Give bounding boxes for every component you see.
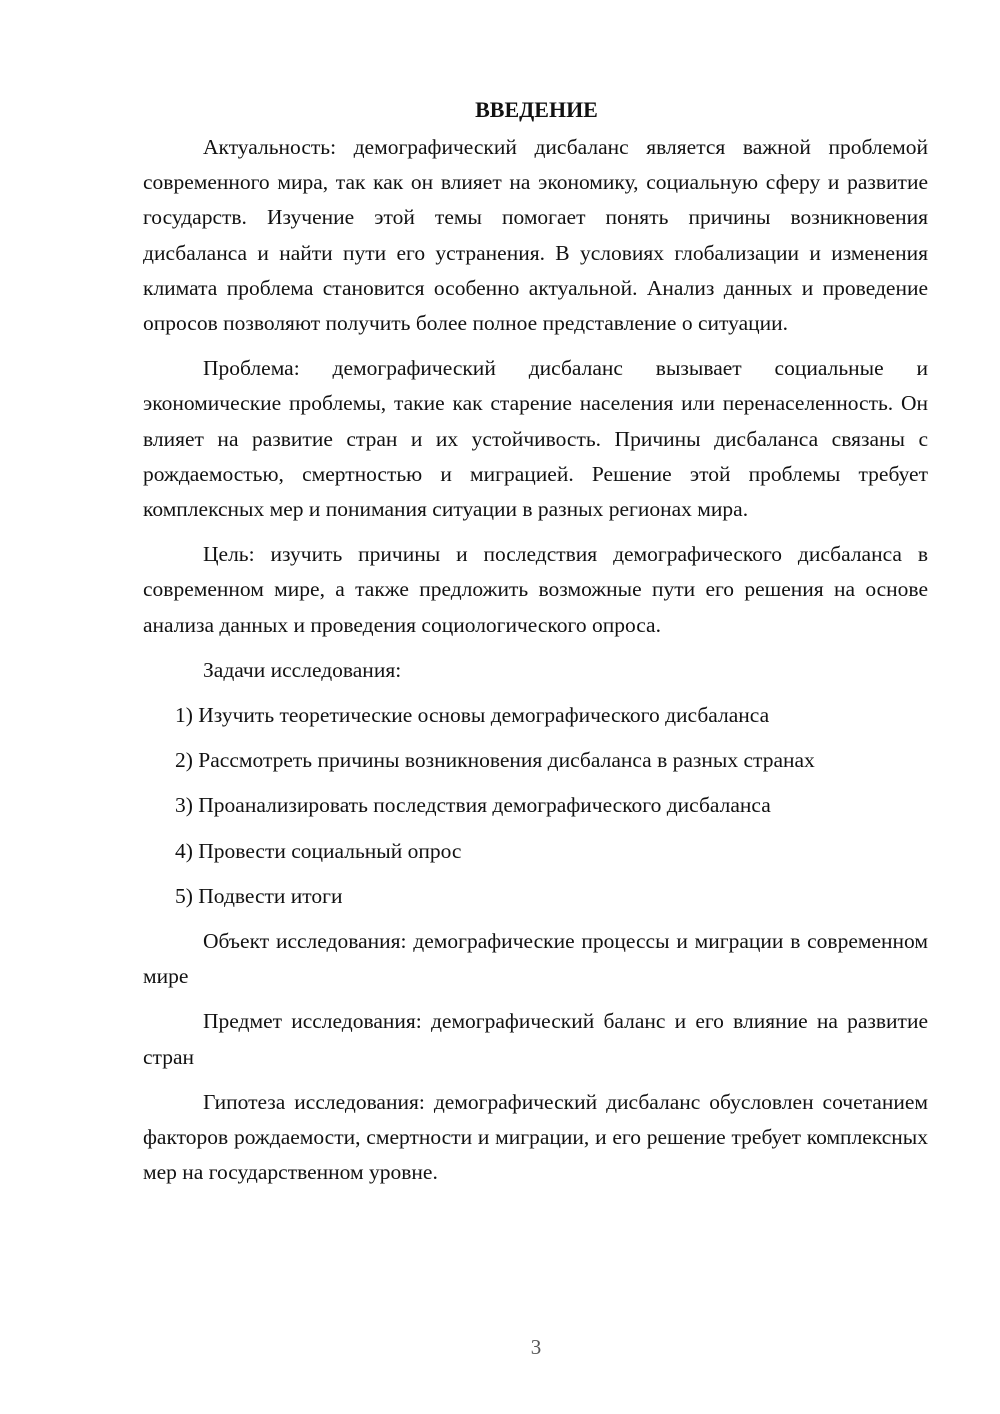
paragraph-goal: Цель: изучить причины и последствия демографического дисбаланса в современном мире, а также предложить возможные пути его решения на основе анализа данных и проведения социологического опроса. [143, 542, 928, 637]
paragraph-problem: Проблема: демографический дисбаланс вызывает социальные и экономические проблемы, такие как старение населения или перенаселенность. Он влияет на развитие стран и их устойчивость. Причины дисбаланса связаны с рождаемостью, смертностью и миграцией. Решение этой проблемы требует комплексных мер и понимания ситуации в разных регионах мира. [143, 356, 928, 522]
section-heading: ВВЕДЕНИЕ [475, 97, 598, 122]
task-item: 1) Изучить теоретические основы демографического дисбаланса [175, 703, 770, 728]
paragraph-subject: Предмет исследования: демографический баланс и его влияние на развитие стран [143, 1009, 928, 1069]
paragraph-relevance: Актуальность: демографический дисбаланс является важной проблемой современного мира, так как он влияет на экономику, социальную сферу и развитие государств. Изучение этой темы помогает понять причины возникновения дисбаланса и найти пути его устранения. В условиях глобализации и изменения климата проблема становится особенно актуальной. Анализ данных и проведение опросов позволяют получить более полное представление о ситуации. [143, 135, 928, 336]
document-page [143, 92, 928, 1200]
page-number: 3 [530, 1335, 542, 1359]
task-item: 3) Проанализировать последствия демографического дисбаланса [175, 793, 771, 818]
paragraph-hypothesis: Гипотеза исследования: демографический дисбаланс обусловлен сочетанием факторов рождаемости, смертности и миграции, и его решение требует комплексных мер на государственном уровне. [143, 1089, 928, 1185]
task-item: 5) Подвести итоги [175, 883, 343, 908]
tasks-list [143, 698, 928, 914]
paragraph-object: Объект исследования: демографические процессы и миграции в современном мире [143, 929, 928, 989]
tasks-title: Задачи исследования: [203, 657, 402, 682]
task-item: 2) Рассмотреть причины возникновения дисбаланса в разных странах [175, 748, 815, 773]
task-item: 4) Провести социальный опрос [175, 838, 462, 863]
